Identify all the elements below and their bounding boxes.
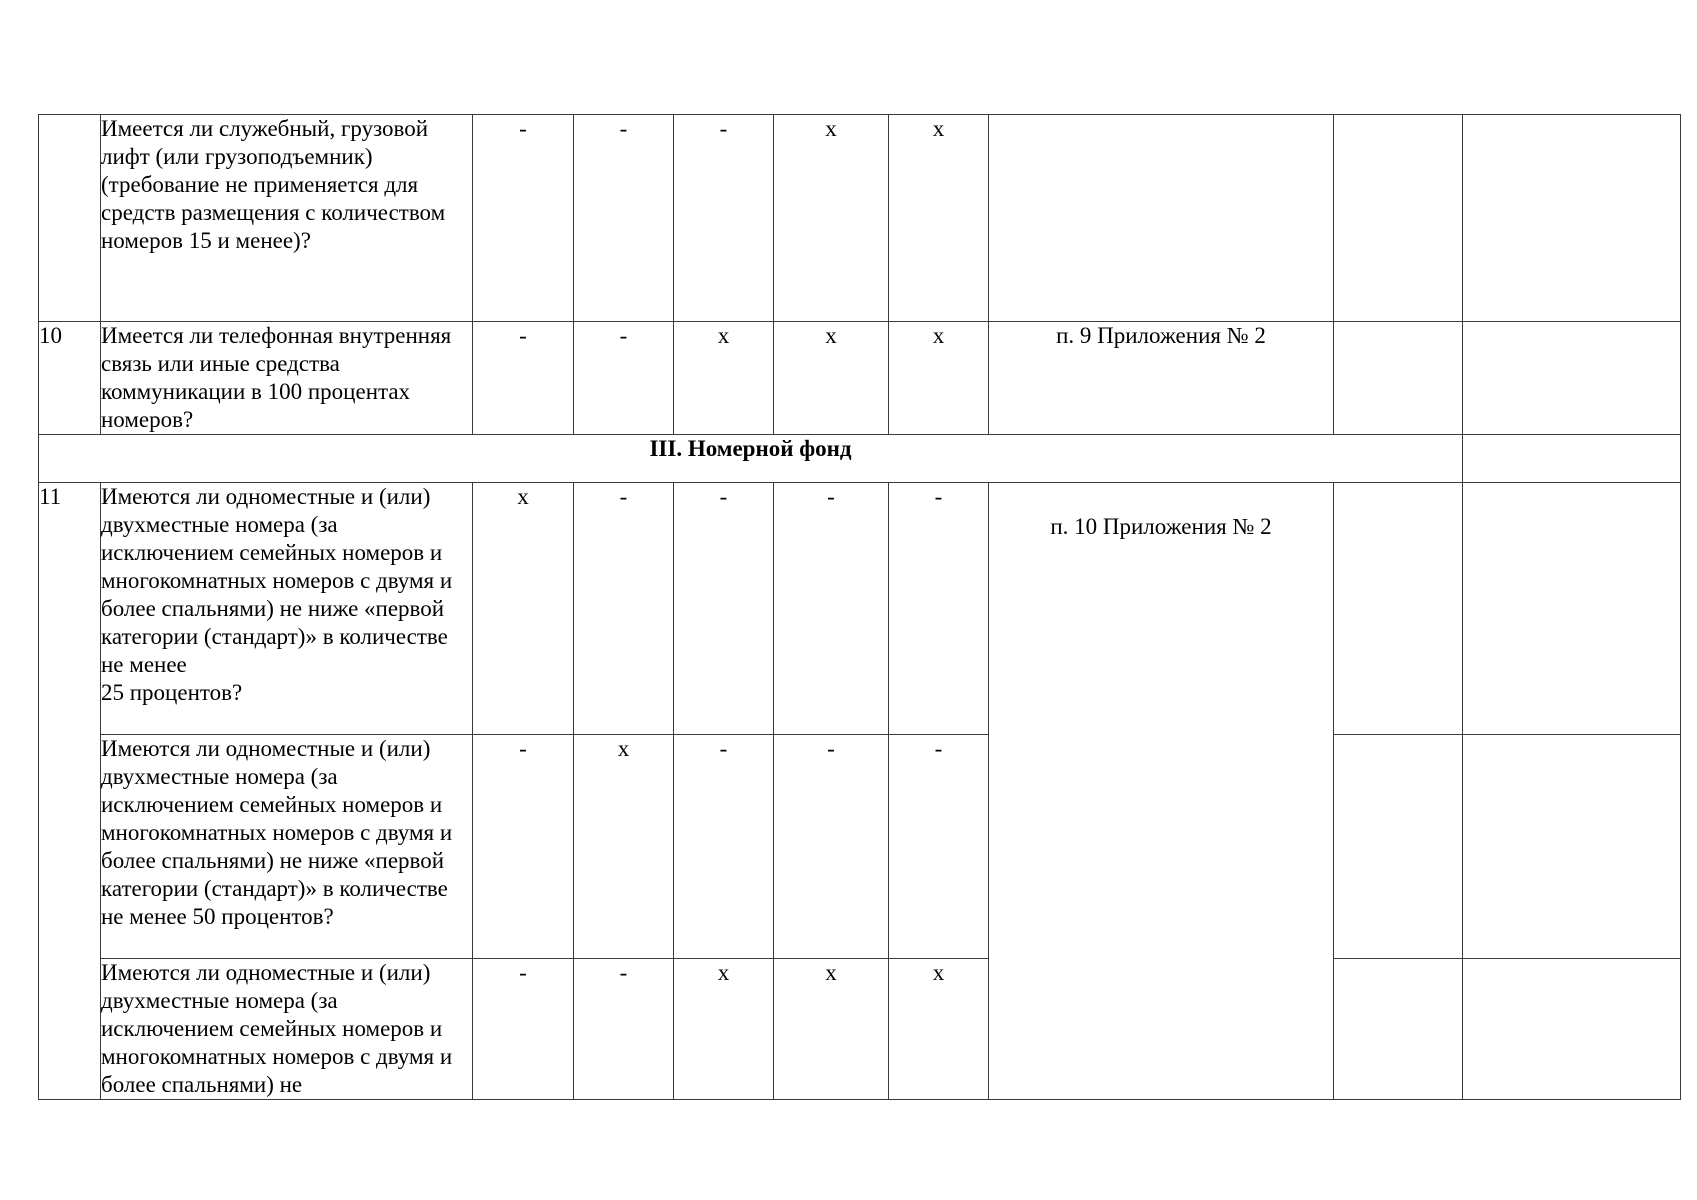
mark-cell: - (774, 483, 889, 735)
empty-cell (1463, 435, 1681, 483)
mark-cell: х (889, 959, 989, 1100)
mark-cell: х (774, 322, 889, 435)
mark-cell: - (674, 483, 774, 735)
empty-cell (1463, 322, 1681, 435)
mark-cell: - (674, 735, 774, 959)
empty-cell (1334, 735, 1463, 959)
mark-cell: х (774, 115, 889, 322)
question-cell (101, 483, 473, 735)
mark-cell: - (774, 735, 889, 959)
mark-cell: - (473, 735, 574, 959)
question-line: 25 процентов? (101, 680, 243, 705)
mark-cell: х (674, 322, 774, 435)
empty-cell (1334, 322, 1463, 435)
mark-cell: - (574, 322, 674, 435)
mark-cell: - (574, 959, 674, 1100)
mark-cell: - (674, 115, 774, 322)
empty-cell (1463, 483, 1681, 735)
mark-cell: х (574, 735, 674, 959)
question-cell: Имеется ли телефонная внутренняя связь или иные средства коммуникации в 100 процентах номеров? (101, 322, 473, 435)
mark-cell: - (574, 115, 674, 322)
checklist-table (38, 114, 1681, 1100)
table-row (39, 735, 1681, 959)
table-row (39, 959, 1681, 1100)
empty-cell (1334, 959, 1463, 1100)
section-title: III. Номерной фонд (39, 435, 1463, 483)
question-cell: Имеются ли одноместные и (или) двухместные номера (за исключением семейных номеров и многокомнатных номеров с двумя и более спальнями) не (101, 959, 473, 1100)
question-cell: Имеются ли одноместные и (или) двухместные номера (за исключением семейных номеров и многокомнатных номеров с двумя и более спальнями) не ниже «первой категории (стандарт)» в количестве не менее 50 процентов? (101, 735, 473, 959)
table-row (39, 322, 1681, 435)
row-number (39, 115, 101, 322)
question-line: Имеются ли одноместные и (или) двухместные номера (за исключением семейных номеров и многокомнатных номеров с двумя и более спальнями) не ниже «первой категории (стандарт)» в количестве не менее (101, 484, 453, 677)
mark-cell: - (473, 322, 574, 435)
reference-cell: п. 9 Приложения № 2 (989, 322, 1334, 435)
mark-cell: - (889, 735, 989, 959)
mark-cell: х (889, 322, 989, 435)
question-cell: Имеется ли служебный, грузовой лифт (или грузоподъемник) (требование не применяется для средств размещения с количеством номеров 15 и менее)? (101, 115, 473, 322)
mark-cell: - (473, 959, 574, 1100)
table-row (39, 483, 1681, 735)
mark-cell: х (473, 483, 574, 735)
row-number: 11 (39, 483, 101, 1100)
reference-cell: п. 10 Приложения № 2 (989, 483, 1334, 1100)
reference-cell (989, 115, 1334, 322)
mark-cell: х (774, 959, 889, 1100)
section-header-row (39, 435, 1681, 483)
mark-cell: - (473, 115, 574, 322)
mark-cell: х (889, 115, 989, 322)
mark-cell: х (674, 959, 774, 1100)
table-row (39, 115, 1681, 322)
empty-cell (1334, 483, 1463, 735)
mark-cell: - (889, 483, 989, 735)
empty-cell (1463, 735, 1681, 959)
empty-cell (1463, 115, 1681, 322)
empty-cell (1334, 115, 1463, 322)
row-number: 10 (39, 322, 101, 435)
mark-cell: - (574, 483, 674, 735)
empty-cell (1463, 959, 1681, 1100)
